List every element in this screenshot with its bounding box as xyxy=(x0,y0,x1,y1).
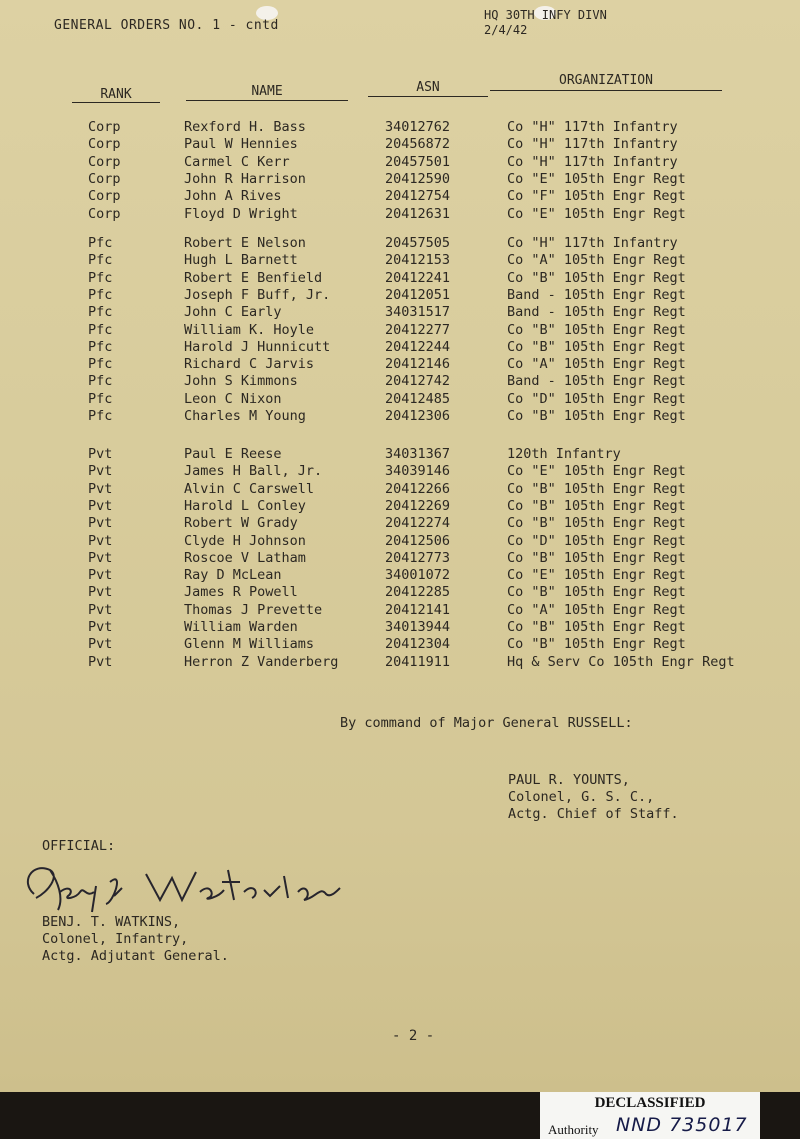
name-cell: William Warden xyxy=(184,619,298,635)
headquarters-heading xyxy=(484,8,607,38)
name-cell: Robert W Grady xyxy=(184,515,298,532)
rank-cell: Pvt xyxy=(88,653,113,670)
name-cell: William K. Hoyle xyxy=(184,321,315,338)
column-header-asn: ASN xyxy=(416,80,440,95)
name-cell: Clyde H Johnson xyxy=(184,532,306,549)
organization-cell: Co "B" 105th Engr Regt xyxy=(507,515,686,532)
asn-cell: 20412141 xyxy=(385,601,451,618)
rank-cell: Pfc xyxy=(88,252,113,269)
column-header-rank: RANK xyxy=(100,87,132,102)
asn-cell: 34012762 xyxy=(385,119,451,135)
official-label: OFFICIAL: xyxy=(42,838,116,854)
asn-cell: 20412269 xyxy=(385,497,451,514)
organization-cell: Co "B" 105th Engr Regt xyxy=(507,321,686,338)
name-cell: John A Rives xyxy=(184,188,282,205)
rank-cell: Pvt xyxy=(88,619,113,635)
stamp-title: DECLASSIFIED xyxy=(594,1095,706,1111)
organization-cell: Co "B" 105th Engr Regt xyxy=(507,584,686,601)
asn-cell: 20412754 xyxy=(385,188,451,205)
page-number: - 2 - xyxy=(392,1028,435,1044)
asn-cell: 34031367 xyxy=(385,446,451,462)
rank-cell: Pvt xyxy=(88,567,113,584)
orders-heading: GENERAL ORDERS NO. 1 - cntd xyxy=(54,18,279,33)
name-cell: Glenn M Williams xyxy=(184,636,315,653)
asn-cell: 34039146 xyxy=(385,463,451,480)
asn-cell: 20412241 xyxy=(385,269,451,286)
asn-cell: 20412146 xyxy=(385,356,451,373)
asn-cell: 20412590 xyxy=(385,170,451,187)
organization-cell: Co "A" 105th Engr Regt xyxy=(507,601,686,618)
header-underline xyxy=(72,102,160,103)
name-cell: Harold J Hunnicutt xyxy=(184,338,331,355)
organization-cell: Co "B" 105th Engr Regt xyxy=(507,497,686,514)
asn-cell: 20412485 xyxy=(385,390,451,407)
header-underline xyxy=(490,90,722,91)
order-date: 2/4/42 xyxy=(484,23,528,37)
organization-cell: Hq & Serv Co 105th Engr Regt xyxy=(507,653,735,670)
organization-cell: Co "B" 105th Engr Regt xyxy=(507,549,686,566)
organization-cell: Co "A" 105th Engr Regt xyxy=(507,252,686,269)
organization-cell: Co "E" 105th Engr Regt xyxy=(507,567,686,584)
rank-cell: Pfc xyxy=(88,390,113,407)
organization-cell: Co "H" 117th Infantry xyxy=(507,119,678,135)
name-cell: James H Ball, Jr. xyxy=(184,463,323,480)
rank-cell: Corp xyxy=(88,205,121,222)
asn-cell: 34001072 xyxy=(385,567,451,584)
organization-cell: 120th Infantry xyxy=(507,446,621,462)
rank-cell: Corp xyxy=(88,119,121,135)
name-cell: Charles M Young xyxy=(184,408,306,424)
rank-cell: Pfc xyxy=(88,373,113,390)
rank-cell: Pfc xyxy=(88,356,113,373)
name-cell: Leon C Nixon xyxy=(184,390,282,407)
name-cell: Paul E Reese xyxy=(184,446,282,462)
organization-cell: Co "B" 105th Engr Regt xyxy=(507,480,686,497)
column-header-name: NAME xyxy=(251,84,283,99)
name-cell: Herron Z Vanderberg xyxy=(184,653,339,670)
rank-cell: Corp xyxy=(88,136,121,153)
header-underline xyxy=(186,100,348,101)
stamp-authority-value: NND 735017 xyxy=(616,1114,748,1136)
organization-cell: Band - 105th Engr Regt xyxy=(507,286,686,303)
rank-cell: Pvt xyxy=(88,636,113,653)
official-title: Actg. Adjutant General. xyxy=(42,948,229,964)
organization-cell: Co "D" 105th Engr Regt xyxy=(507,390,686,407)
organization-cell: Co "B" 105th Engr Regt xyxy=(507,636,686,653)
asn-cell: 20457501 xyxy=(385,153,451,170)
name-cell: John C Early xyxy=(184,304,282,321)
name-cell: Harold L Conley xyxy=(184,497,306,514)
name-cell: Paul W Hennies xyxy=(184,136,298,153)
official-name: BENJ. T. WATKINS, xyxy=(42,914,181,930)
asn-cell: 20412773 xyxy=(385,549,451,566)
name-cell: Floyd D Wright xyxy=(184,205,298,222)
chief-of-staff-block xyxy=(508,772,679,823)
handwritten-signature xyxy=(14,852,344,918)
name-cell: Robert E Nelson xyxy=(184,235,306,251)
rank-cell: Pfc xyxy=(88,321,113,338)
asn-cell: 20412277 xyxy=(385,321,451,338)
asn-cell: 20456872 xyxy=(385,136,451,153)
signatory-name: PAUL R. YOUNTS, xyxy=(508,772,630,788)
name-cell: Joseph F Buff, Jr. xyxy=(184,286,331,303)
asn-cell: 20411911 xyxy=(385,653,451,670)
organization-cell: Co "F" 105th Engr Regt xyxy=(507,188,686,205)
command-line: By command of Major General RUSSELL: xyxy=(340,715,633,731)
organization-cell: Band - 105th Engr Regt xyxy=(507,373,686,390)
rank-cell: Pfc xyxy=(88,408,113,424)
rank-cell: Pfc xyxy=(88,235,113,251)
asn-cell: 20412051 xyxy=(385,286,451,303)
rank-cell: Corp xyxy=(88,188,121,205)
asn-cell: 20412153 xyxy=(385,252,451,269)
asn-cell: 20412742 xyxy=(385,373,451,390)
organization-cell: Co "H" 117th Infantry xyxy=(507,235,678,251)
rank-cell: Pvt xyxy=(88,497,113,514)
rank-cell: Pfc xyxy=(88,269,113,286)
name-cell: Rexford H. Bass xyxy=(184,119,306,135)
name-cell: Robert E Benfield xyxy=(184,269,323,286)
rank-cell: Pvt xyxy=(88,463,113,480)
name-cell: Thomas J Prevette xyxy=(184,601,323,618)
adjutant-general-block xyxy=(42,914,229,965)
name-cell: Hugh L Barnett xyxy=(184,252,298,269)
stamp-authority-label: Authority xyxy=(548,1122,599,1137)
rank-cell: Corp xyxy=(88,170,121,187)
asn-cell: 20412304 xyxy=(385,636,451,653)
rank-cell: Pvt xyxy=(88,601,113,618)
organization-cell: Co "D" 105th Engr Regt xyxy=(507,532,686,549)
column-header-organization: ORGANIZATION xyxy=(559,73,653,88)
asn-cell: 20412306 xyxy=(385,408,451,424)
asn-cell: 20412274 xyxy=(385,515,451,532)
organization-cell: Co "B" 105th Engr Regt xyxy=(507,338,686,355)
organization-cell: Co "E" 105th Engr Regt xyxy=(507,170,686,187)
rank-cell: Pvt xyxy=(88,549,113,566)
organization-cell: Co "E" 105th Engr Regt xyxy=(507,463,686,480)
asn-cell: 20412244 xyxy=(385,338,451,355)
rank-cell: Pfc xyxy=(88,338,113,355)
rank-cell: Pfc xyxy=(88,286,113,303)
rank-cell: Corp xyxy=(88,153,121,170)
name-cell: James R Powell xyxy=(184,584,298,601)
rank-cell: Pvt xyxy=(88,584,113,601)
asn-cell: 20457505 xyxy=(385,235,451,251)
name-cell: John R Harrison xyxy=(184,170,306,187)
asn-cell: 20412631 xyxy=(385,205,451,222)
asn-cell: 34013944 xyxy=(385,619,451,635)
organization-cell: Co "A" 105th Engr Regt xyxy=(507,356,686,373)
signatory-rank: Colonel, G. S. C., xyxy=(508,789,655,805)
asn-cell: 34031517 xyxy=(385,304,451,321)
name-cell: Alvin C Carswell xyxy=(184,480,315,497)
signatory-title: Actg. Chief of Staff. xyxy=(508,806,679,822)
asn-cell: 20412506 xyxy=(385,532,451,549)
name-cell: John S Kimmons xyxy=(184,373,298,390)
organization-cell: Band - 105th Engr Regt xyxy=(507,304,686,321)
name-cell: Richard C Jarvis xyxy=(184,356,315,373)
rank-cell: Pfc xyxy=(88,304,113,321)
asn-cell: 20412266 xyxy=(385,480,451,497)
organization-cell: Co "B" 105th Engr Regt xyxy=(507,408,686,424)
name-cell: Roscoe V Latham xyxy=(184,549,306,566)
header-underline xyxy=(368,96,488,97)
headquarters-unit: HQ 30TH INFY DIVN xyxy=(484,8,607,22)
official-rank: Colonel, Infantry, xyxy=(42,931,189,947)
rank-cell: Pvt xyxy=(88,480,113,497)
rank-cell: Pvt xyxy=(88,515,113,532)
name-cell: Ray D McLean xyxy=(184,567,282,584)
organization-cell: Co "B" 105th Engr Regt xyxy=(507,619,686,635)
rank-cell: Pvt xyxy=(88,532,113,549)
asn-cell: 20412285 xyxy=(385,584,451,601)
organization-cell: Co "H" 117th Infantry xyxy=(507,153,678,170)
organization-cell: Co "E" 105th Engr Regt xyxy=(507,205,686,222)
name-cell: Carmel C Kerr xyxy=(184,153,290,170)
organization-cell: Co "B" 105th Engr Regt xyxy=(507,269,686,286)
declassified-stamp xyxy=(540,1092,760,1139)
rank-cell: Pvt xyxy=(88,446,113,462)
organization-cell: Co "H" 117th Infantry xyxy=(507,136,678,153)
